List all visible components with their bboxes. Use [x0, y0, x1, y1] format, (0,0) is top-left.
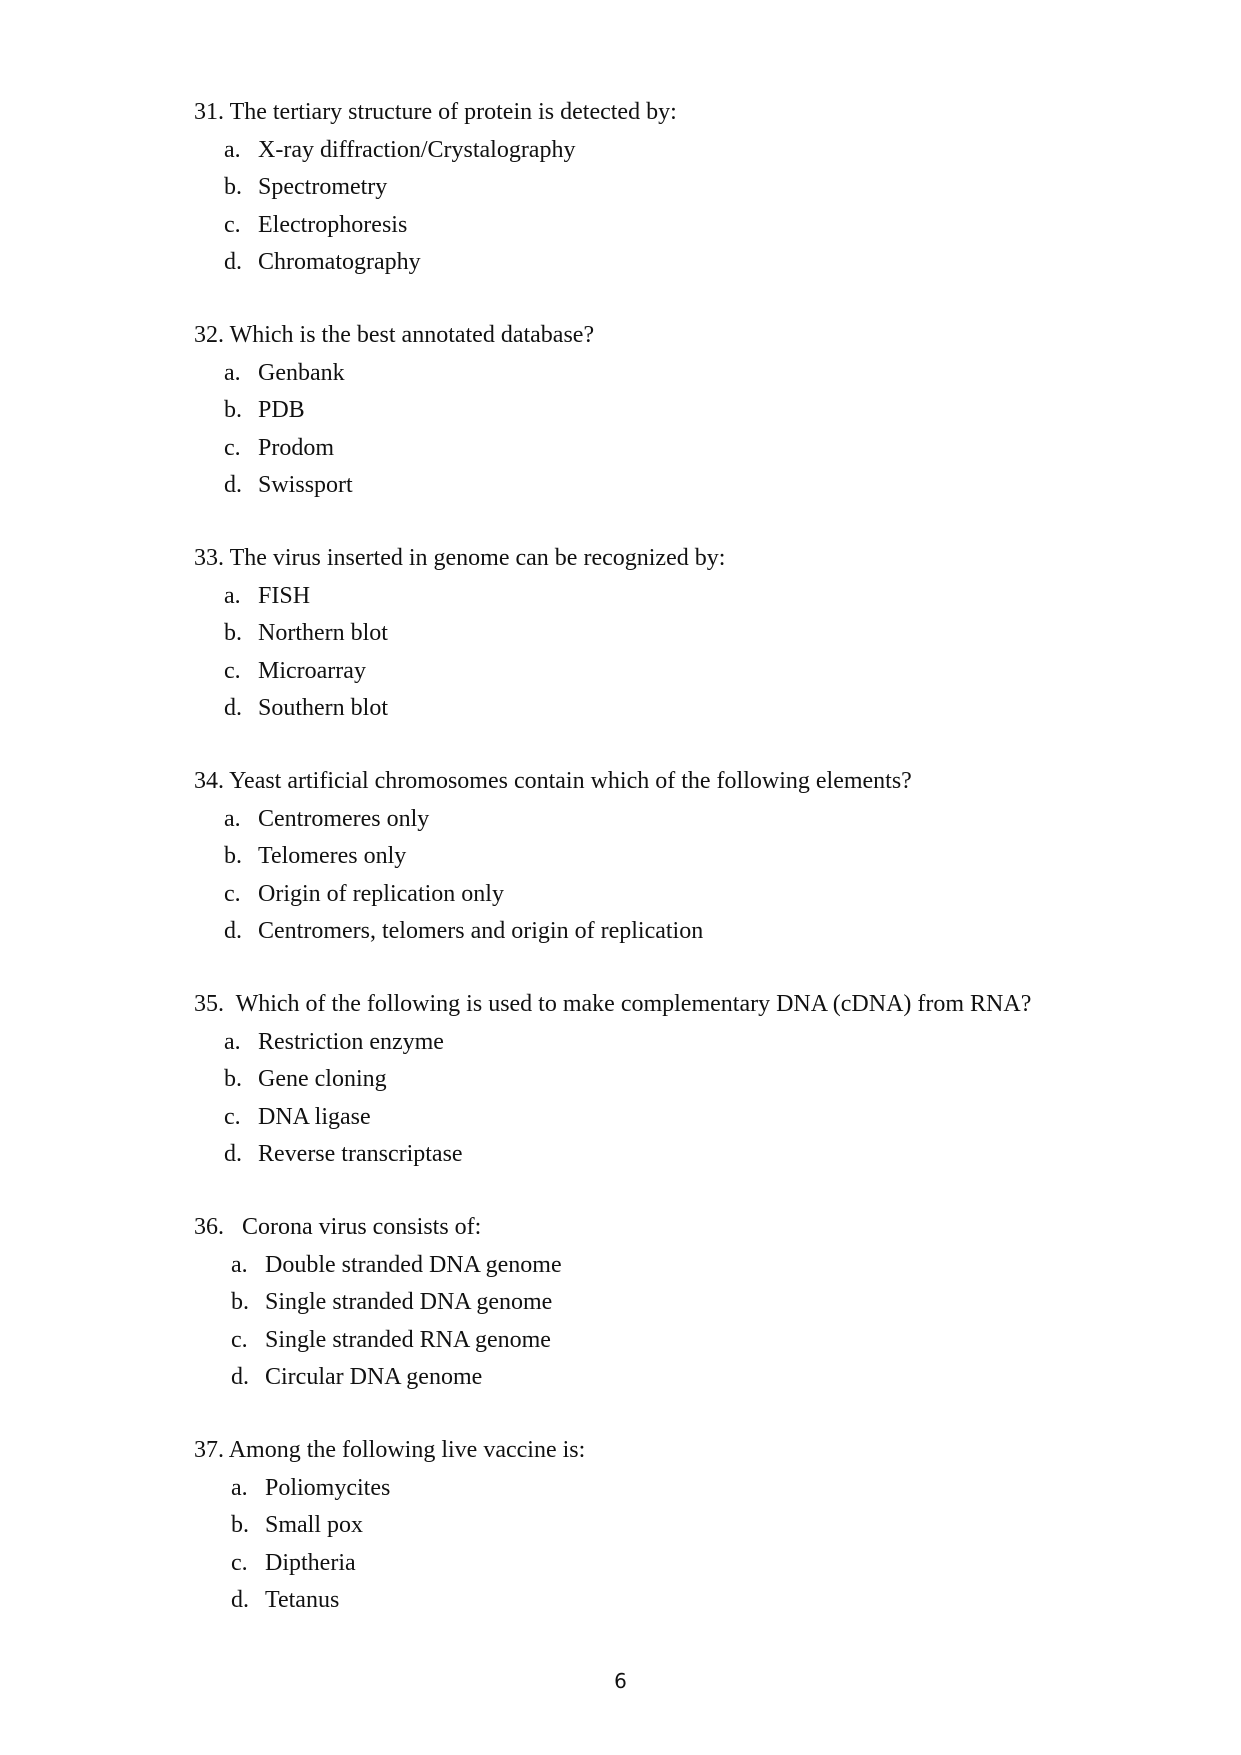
option-letter: b.	[224, 620, 242, 646]
option-text: PDB	[258, 397, 305, 423]
question-34	[194, 763, 1154, 951]
option-text: Diptheria	[265, 1549, 356, 1576]
question-text	[194, 1209, 1154, 1247]
option-letter: a.	[231, 1474, 248, 1501]
option-c	[224, 1099, 1154, 1137]
option-text: Electrophoresis	[258, 211, 408, 238]
option-b	[231, 1507, 1154, 1545]
option-letter: d.	[231, 1364, 249, 1390]
page-number: 6	[614, 1669, 627, 1693]
question-number: 33.	[194, 545, 224, 571]
option-c	[224, 207, 1154, 245]
options-list	[224, 132, 1154, 282]
option-b	[224, 169, 1154, 207]
option-letter: b.	[231, 1512, 249, 1538]
option-text: Poliomycites	[265, 1474, 391, 1501]
option-letter: d.	[224, 1141, 242, 1167]
option-letter: c.	[231, 1549, 248, 1576]
option-letter: b.	[224, 1066, 242, 1092]
option-d	[224, 467, 1154, 505]
option-c	[231, 1545, 1154, 1583]
option-text: Microarray	[258, 657, 366, 684]
option-d	[224, 1136, 1154, 1174]
option-a	[224, 578, 1154, 616]
option-letter: a.	[224, 1028, 241, 1055]
question-text	[194, 317, 1154, 355]
option-letter: a.	[224, 805, 241, 832]
option-letter: c.	[224, 211, 241, 238]
option-text: Tetanus	[265, 1587, 340, 1613]
option-text: FISH	[258, 582, 311, 609]
question-stem: The virus inserted in genome can be recognized by:	[229, 545, 726, 571]
option-d	[231, 1359, 1154, 1397]
options-list	[224, 1024, 1154, 1174]
option-text: Origin of replication only	[258, 880, 504, 907]
option-text: Centromers, telomers and origin of replication	[258, 918, 704, 944]
option-text: Chromatography	[258, 249, 421, 275]
option-letter: b.	[224, 174, 242, 200]
question-36	[194, 1209, 1154, 1397]
question-number: 31.	[194, 99, 224, 125]
option-text: Northern blot	[258, 620, 388, 646]
option-a	[224, 1024, 1154, 1062]
option-text: Small pox	[265, 1512, 364, 1538]
option-text: Double stranded DNA genome	[265, 1251, 562, 1278]
option-letter: d.	[224, 472, 242, 498]
option-letter: c.	[231, 1326, 248, 1353]
question-text	[194, 1432, 1154, 1470]
question-number: 35.	[194, 991, 224, 1017]
options-list	[224, 355, 1154, 505]
option-text: Southern blot	[258, 695, 388, 721]
option-text: DNA ligase	[258, 1103, 371, 1130]
option-letter: c.	[224, 1103, 241, 1130]
option-c	[224, 653, 1154, 691]
options-list	[231, 1247, 1154, 1397]
option-letter: d.	[224, 695, 242, 721]
option-letter: c.	[224, 657, 241, 684]
option-a	[224, 132, 1154, 170]
question-text	[194, 986, 1154, 1024]
option-c	[224, 430, 1154, 468]
option-a	[224, 801, 1154, 839]
question-35	[194, 986, 1154, 1174]
option-text: Spectrometry	[258, 174, 388, 200]
option-letter: c.	[224, 880, 241, 907]
option-text: Reverse transcriptase	[258, 1141, 463, 1167]
option-text: Prodom	[258, 434, 335, 461]
option-text: Swissport	[258, 472, 353, 498]
option-letter: a.	[224, 136, 241, 163]
option-d	[231, 1582, 1154, 1620]
option-letter: b.	[224, 397, 242, 423]
option-c	[224, 876, 1154, 914]
option-text: Restriction enzyme	[258, 1028, 444, 1055]
option-letter: c.	[224, 434, 241, 461]
option-a	[231, 1470, 1154, 1508]
option-d	[224, 913, 1154, 951]
question-text	[194, 540, 1154, 578]
options-list	[231, 1470, 1154, 1620]
options-list	[224, 578, 1154, 728]
question-text	[194, 763, 1154, 801]
option-text: Single stranded RNA genome	[265, 1326, 551, 1353]
option-d	[224, 690, 1154, 728]
question-stem: Which is the best annotated database?	[229, 322, 595, 348]
option-b	[224, 838, 1154, 876]
option-letter: b.	[224, 843, 242, 869]
option-text: Genbank	[258, 359, 345, 386]
question-number: 32.	[194, 322, 224, 348]
option-letter: d.	[224, 918, 242, 944]
option-letter: a.	[224, 359, 241, 386]
option-a	[224, 355, 1154, 393]
option-text: Circular DNA genome	[265, 1364, 483, 1390]
option-text: Single stranded DNA genome	[265, 1289, 553, 1315]
question-37	[194, 1432, 1154, 1620]
question-31	[194, 94, 1154, 282]
option-letter: d.	[224, 249, 242, 275]
option-c	[231, 1322, 1154, 1360]
option-text: Telomeres only	[258, 843, 407, 869]
option-a	[231, 1247, 1154, 1285]
option-letter: d.	[231, 1587, 249, 1613]
option-b	[224, 615, 1154, 653]
question-number: 36.	[194, 1214, 224, 1240]
option-letter: a.	[231, 1251, 248, 1278]
question-stem: The tertiary structure of protein is detected by:	[229, 99, 677, 125]
question-stem: Which of the following is used to make complementary DNA (cDNA) from RNA?	[230, 991, 1032, 1017]
option-letter: b.	[231, 1289, 249, 1315]
option-letter: a.	[224, 582, 241, 609]
option-d	[224, 244, 1154, 282]
option-b	[231, 1284, 1154, 1322]
option-text: Centromeres only	[258, 805, 430, 832]
question-number: 34.	[194, 768, 224, 794]
option-b	[224, 1061, 1154, 1099]
question-text	[194, 94, 1154, 132]
question-stem: Among the following live vaccine is:	[228, 1437, 586, 1463]
question-stem: Corona virus consists of:	[230, 1214, 482, 1240]
option-b	[224, 392, 1154, 430]
question-33	[194, 540, 1154, 728]
question-stem: Yeast artificial chromosomes contain which of the following elements?	[229, 768, 912, 794]
question-number: 37.	[194, 1437, 224, 1463]
option-text: X-ray diffraction/Crystalography	[258, 136, 576, 163]
option-text: Gene cloning	[258, 1066, 387, 1092]
options-list	[224, 801, 1154, 951]
question-32	[194, 317, 1154, 505]
